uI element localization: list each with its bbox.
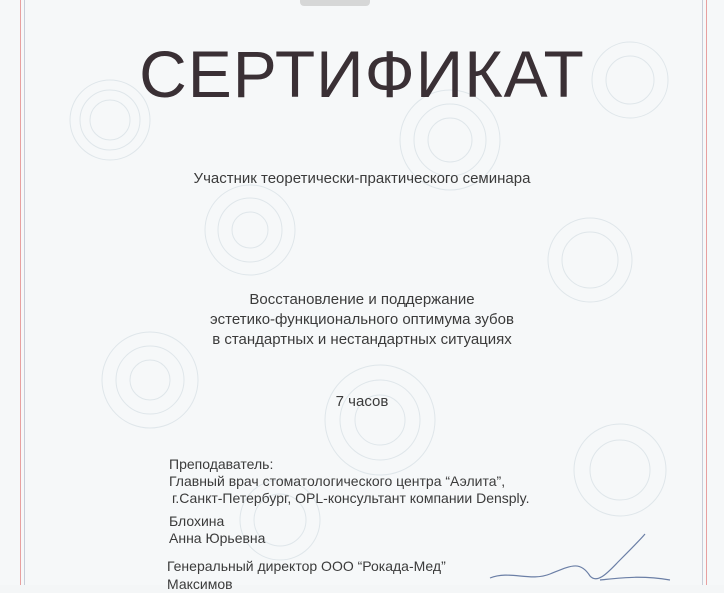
instructor-position-line-1: Главный врач стоматологического центра “Аэлита”,	[169, 473, 506, 489]
signature-image	[480, 530, 680, 585]
top-emblem-mark	[300, 0, 370, 6]
course-title-line-1: Восстановление и поддержание	[249, 291, 475, 308]
director-label: Генеральный директор ООО “Рокада-Мед”	[167, 558, 446, 574]
course-title-line-3: в стандартных и нестандартных ситуациях	[212, 331, 512, 348]
director-name: Максимов	[167, 576, 233, 592]
instructor-surname: Блохина	[169, 513, 225, 529]
participant-subtitle: Участник теоретически-практического семинара	[193, 170, 531, 187]
course-hours: 7 часов	[335, 393, 389, 410]
course-title-line-2: эстетико-функционального оптимума зубов	[210, 311, 514, 328]
instructor-name: Анна Юрьевна	[169, 530, 266, 546]
certificate-title: СЕРТИФИКАТ	[139, 37, 585, 111]
instructor-position-line-2: г.Санкт-Петербург, OPL-консультант компании Densply.	[172, 490, 530, 506]
instructor-label: Преподаватель:	[169, 456, 274, 472]
